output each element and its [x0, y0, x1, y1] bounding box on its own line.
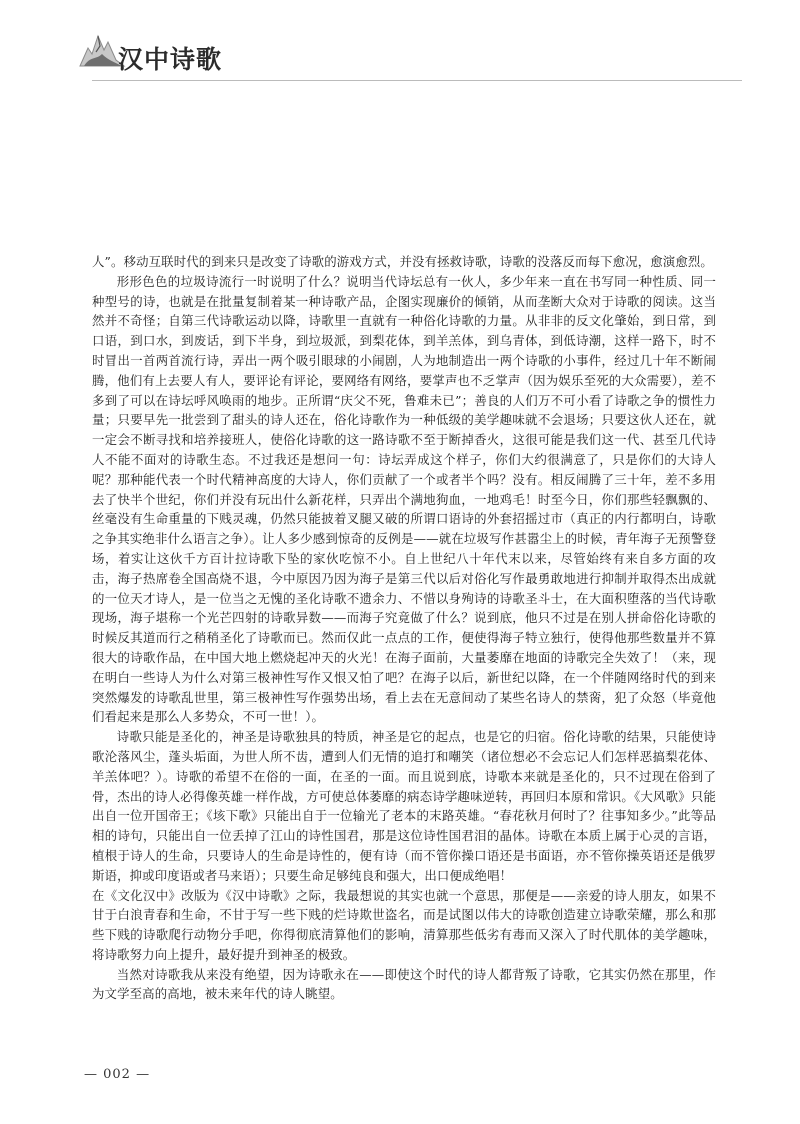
journal-title: 汉中诗歌 [118, 45, 223, 74]
paragraph: 形形色色的垃圾诗流行一时说明了什么？说明当代诗坛总有一伙人，多少年来一直在书写同一种性质、同一种型号的诗，也就是在批量复制着某一种诗歌产品，企图实现廉价的倾销，从而垄断大众对于诗歌的阅读。这当然并不奇怪；自第三代诗歌运动以降，诗歌里一直就有一种俗化诗歌的力量。从非非的反文化肇始，到日常，到口语，到口水，到废话，到下半身，到垃圾派，到梨花体，到羊羔体，到乌青体，到低诗潮，这样一路下，时不时冒出一首两首流行诗，弄出一两个吸引眼球的小闹剧，人为地制造出一两个诗歌的小事件，经过几十年不断闹腾，他们有上去要人有人，要评论有评论，要网络有网络，要掌声也不乏掌声（因为娱乐至死的大众需要），差不多到了可以在诗坛呼风唤雨的地步。正所谓“庆父不死，鲁难未已”；善良的人们万不可小看了诗歌之争的惯性力量；只要早先一批尝到了甜头的诗人还在，俗化诗歌作为一种低级的美学趣味就不会退场；只要这伙人还在，就一定会不断寻找和培养接班人，使俗化诗歌的这一路诗歌不至于断掉香火，这很可能是我们这一代、甚至几代诗人不能不面对的诗歌生态。不过我还是想问一句：诗坛弄成这个样子，你们大约很满意了，只是你们的大诗人呢？那种能代表一个时代精神高度的大诗人，你们贡献了一个或者半个吗？没有。相反闹腾了三十年，差不多用去了快半个世纪，你们并没有玩出什么新花样，只弄出个满地狗血，一地鸡毛！时至今日，你们那些轻飘飘的、丝毫没有生命重量的下贱灵魂，仍然只能披着叉腿又破的所谓口语诗的外套招摇过市（真正的内行都明白，诗歌之争其实绝非什么语言之争）。让人多少感到惊奇的反例是——就在垃圾写作甚嚣尘上的时候，青年海子无预警登场，着实让这伙千方百计拉诗歌下坠的家伙吃惊不小。自上世纪八十年代末以来，尽管始终有来自多方面的攻击，海子热席卷全国高烧不退，今中原因乃因为海子是第三代以后对俗化写作最勇敢地进行抑制并取得杰出成就的一位天才诗人，是一位当之无愧的圣化诗歌不遗余力、不惜以身殉诗的诗歌圣斗士，在大面积堕落的当代诗歌现场，海子堪称一个光芒四射的诗歌异数——而海子究竟做了什么？说到底，他只不过是在别人拼命俗化诗歌的时候反其道而行之稍稍圣化了诗歌而已。然而仅此一点点的工作，便使得海子特立独行，使得他那些数量并不算很大的诗歌作品，在中国大地上燃烧起冲天的火光！在海子面前，大量萎靡在地面的诗歌完全失效了！（来，现在明白一些诗人为什么对第三极神性写作又恨又怕了吧？在海子以后，新世纪以降，在一个伴随网络时代的到来突然爆发的诗歌乱世里，第三极神性写作强势出场，看上去在无意间动了某些名诗人的禁脔，犯了众怒（毕竟他们看起来是那么人多势众，不可一世！）。 [92, 273, 716, 725]
header-divider [92, 80, 742, 81]
paragraph: 在《文化汉中》改版为《汉中诗歌》之际，我最想说的其实也就一个意思，那便是——亲爱的诗人朋友，如果不甘于白浪青春和生命，不甘于写一些下贱的烂诗欺世盗名，而是试图以伟大的诗歌创造建立诗歌荣耀，那么和那些下贱的诗歌爬行动物分手吧，你得彻底清算他们的影响，清算那些低劣有毒而又深入了时代肌体的美学趣味，将诗歌努力向上提升，最好提升到神圣的极致。 [92, 887, 716, 962]
paragraph: 当然对诗歌我从来没有绝望，因为诗歌永在——即使这个时代的诗人都背叛了诗歌，它其实仍然在那里，作为文学至高的高地，被未来年代的诗人眺望。 [92, 966, 716, 1002]
page-header [0, 0, 800, 110]
article-body [92, 252, 716, 1004]
paragraph: 人”。移动互联时代的到来只是改变了诗歌的游戏方式，并没有拯救诗歌，诗歌的没落反而每下愈况，愈演愈烈。 [92, 254, 713, 269]
paragraph: 诗歌只能是圣化的，神圣是诗歌独具的特质，神圣是它的起点，也是它的归宿。俗化诗歌的结果，只能使诗歌沦落风尘，蓬头垢面，为世人所不齿，遭到人们无情的追打和嘲笑（诸位想必不会忘记人们怎样恶搞梨花体、羊羔体吧？）。诗歌的希望不在俗的一面，在圣的一面。而且说到底，诗歌本来就是圣化的，只不过现在俗到了骨，杰出的诗人必得像英雄一样作战，方可使总体萎靡的病态诗学趣味逆转，再回归本原和常识。《大风歌》只能出自一位开国帝王；《垓下歌》只能出自于一位输光了老本的末路英雄。“春花秋月何时了？往事知多少。”此等品相的诗句，只能出自一位丢掉了江山的诗性国君，那是这位诗性国君泪的晶体。诗歌在本质上属于心灵的言语，植根于诗人的生命，只要诗人的生命是诗性的，便有诗（而不管你操口语还是书面语，亦不管你操英语还是俄罗斯语，抑或印度语或者马来语）；只要生命足够纯良和强大，出口便成绝唱！ [92, 729, 716, 883]
page-number: — 002 — [84, 1067, 151, 1082]
